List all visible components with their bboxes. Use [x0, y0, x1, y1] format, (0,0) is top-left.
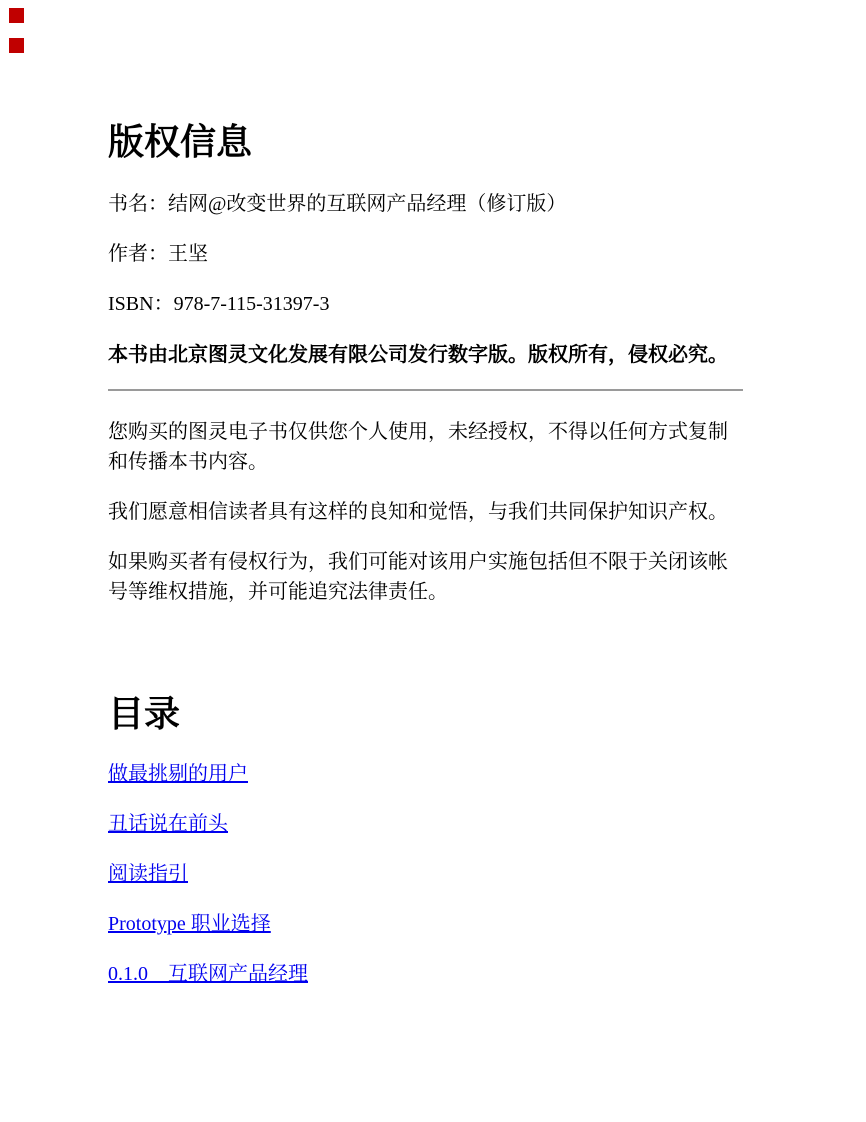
toc-title: 目录 — [108, 694, 181, 735]
broken-image-icon — [9, 38, 24, 53]
terms-paragraph-1: 您购买的图灵电子书仅供您个人使用，未经授权，不得以任何方式复制和传播本书内容。 — [108, 421, 728, 473]
section-divider — [108, 389, 743, 391]
toc-link-4[interactable]: Prototype 职业选择 — [108, 913, 271, 935]
toc-row — [108, 759, 743, 789]
isbn-line: ISBN：978-7-115-31397-3 — [108, 293, 330, 315]
author-line: 作者：王坚 — [108, 243, 208, 265]
toc-link-2[interactable]: 丑话说在前头 — [108, 813, 228, 835]
terms-paragraph-3: 如果购买者有侵权行为，我们可能对该用户实施包括但不限于关闭该帐号等维权措施，并可能追究法律责任。 — [108, 551, 728, 603]
toc-row — [108, 959, 743, 989]
toc-link-3[interactable]: 阅读指引 — [108, 863, 188, 885]
book-title-line: 书名：结网@改变世界的互联网产品经理（修订版） — [108, 193, 567, 215]
publisher-notice: 本书由北京图灵文化发展有限公司发行数字版。版权所有，侵权必究。 — [108, 342, 728, 366]
toc-row — [108, 859, 743, 889]
toc-link-5[interactable]: 0.1.0 互联网产品经理 — [108, 963, 308, 985]
copyright-title: 版权信息 — [108, 122, 253, 163]
toc-link-1[interactable]: 做最挑剔的用户 — [108, 763, 248, 785]
terms-paragraph-2: 我们愿意相信读者具有这样的良知和觉悟，与我们共同保护知识产权。 — [108, 501, 728, 523]
toc-row — [108, 909, 743, 939]
toc-row — [108, 809, 743, 839]
broken-image-icon — [9, 8, 24, 23]
